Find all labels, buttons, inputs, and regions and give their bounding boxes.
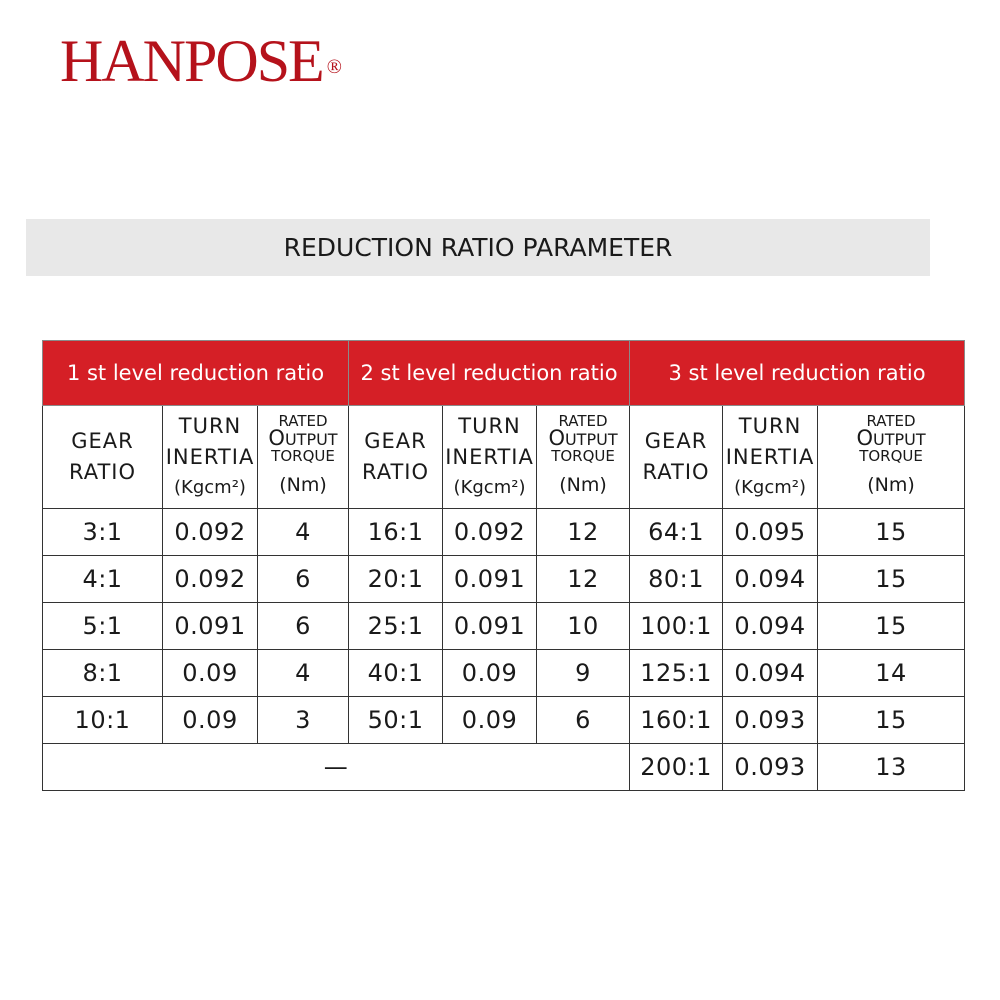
gear-header-line1: GEAR <box>71 429 134 453</box>
rated-header-line2: OUTPUT <box>268 426 338 450</box>
torque-cell: 4 <box>258 650 349 697</box>
inertia-cell: 0.092 <box>163 509 258 556</box>
rated-output-torque-header <box>537 406 630 509</box>
turn-header-unit: (Kgcm²) <box>734 477 806 498</box>
gear-ratio-cell: 64:1 <box>630 509 723 556</box>
gear-ratio-cell: 10:1 <box>43 697 163 744</box>
rated-header-line3: TORQUE <box>859 447 923 465</box>
torque-cell: 15 <box>818 556 965 603</box>
gear-ratio-cell: 25:1 <box>349 603 443 650</box>
rated-header-line2: OUTPUT <box>856 426 926 450</box>
torque-cell: 9 <box>537 650 630 697</box>
inertia-cell: 0.094 <box>723 556 818 603</box>
torque-cell: 6 <box>258 556 349 603</box>
rated-header-line2: OUTPUT <box>548 426 618 450</box>
table-row <box>43 697 965 744</box>
inertia-cell: 0.09 <box>163 697 258 744</box>
turn-header-unit: (Kgcm²) <box>453 477 526 498</box>
torque-cell: 4 <box>258 509 349 556</box>
torque-cell: 6 <box>537 697 630 744</box>
reduction-ratio-table <box>42 340 965 791</box>
rated-header-line1: RATED <box>278 412 328 430</box>
not-applicable-cell: — <box>43 744 630 791</box>
turn-header-unit: (Kgcm²) <box>174 477 246 498</box>
rated-header-line1: RATED <box>866 412 916 430</box>
torque-cell: 12 <box>537 556 630 603</box>
brand-logo <box>60 26 342 96</box>
gear-header-line1: GEAR <box>644 429 708 453</box>
inertia-cell: 0.094 <box>723 650 818 697</box>
gear-ratio-header <box>630 406 723 509</box>
torque-cell: 6 <box>258 603 349 650</box>
torque-cell: 12 <box>537 509 630 556</box>
level-1-header: 1 st level reduction ratio <box>43 341 349 406</box>
inertia-cell: 0.094 <box>723 603 818 650</box>
level-3-header: 3 st level reduction ratio <box>630 341 965 406</box>
gear-ratio-cell: 50:1 <box>349 697 443 744</box>
rated-header-unit: (Nm) <box>559 474 607 496</box>
torque-cell: 15 <box>818 697 965 744</box>
table-row <box>43 509 965 556</box>
gear-ratio-cell: 160:1 <box>630 697 723 744</box>
gear-ratio-cell: 20:1 <box>349 556 443 603</box>
gear-header-line1: GEAR <box>364 429 427 453</box>
inertia-cell: 0.092 <box>163 556 258 603</box>
title-band <box>26 219 930 276</box>
gear-ratio-cell: 16:1 <box>349 509 443 556</box>
registered-mark: ® <box>326 56 342 78</box>
torque-cell: 15 <box>818 509 965 556</box>
inertia-cell: 0.092 <box>443 509 537 556</box>
rated-header-line3: TORQUE <box>551 447 615 465</box>
rated-output-torque-header <box>818 406 965 509</box>
gear-ratio-cell: 200:1 <box>630 744 723 791</box>
inertia-cell: 0.093 <box>723 744 818 791</box>
torque-cell: 10 <box>537 603 630 650</box>
turn-header-line2: INERTIA <box>445 445 534 469</box>
rated-header-line3: TORQUE <box>271 447 335 465</box>
rated-header-unit: (Nm) <box>867 474 915 496</box>
turn-inertia-header <box>723 406 818 509</box>
turn-header-line1: TURN <box>458 414 521 438</box>
table-row-last <box>43 744 965 791</box>
gear-ratio-cell: 100:1 <box>630 603 723 650</box>
level-2-header: 2 st level reduction ratio <box>349 341 630 406</box>
gear-ratio-header <box>349 406 443 509</box>
rated-header-unit: (Nm) <box>279 474 327 496</box>
turn-inertia-header <box>443 406 537 509</box>
column-header-row <box>43 406 965 509</box>
gear-ratio-cell: 5:1 <box>43 603 163 650</box>
gear-header-line2: RATIO <box>68 460 137 484</box>
torque-cell: 14 <box>818 650 965 697</box>
table-row <box>43 650 965 697</box>
rated-output-torque-header <box>258 406 349 509</box>
page-title: REDUCTION RATIO PARAMETER <box>283 233 673 262</box>
table-row <box>43 603 965 650</box>
turn-header-line2: INERTIA <box>725 445 815 469</box>
turn-header-line1: TURN <box>178 414 242 438</box>
inertia-cell: 0.091 <box>443 603 537 650</box>
gear-header-line2: RATIO <box>642 460 710 484</box>
gear-ratio-cell: 3:1 <box>43 509 163 556</box>
inertia-cell: 0.09 <box>443 650 537 697</box>
level-header-row <box>43 341 965 406</box>
inertia-cell: 0.09 <box>443 697 537 744</box>
inertia-cell: 0.093 <box>723 697 818 744</box>
inertia-cell: 0.095 <box>723 509 818 556</box>
gear-ratio-cell: 125:1 <box>630 650 723 697</box>
inertia-cell: 0.09 <box>163 650 258 697</box>
torque-cell: 15 <box>818 603 965 650</box>
turn-inertia-header <box>163 406 258 509</box>
gear-header-line2: RATIO <box>362 460 430 484</box>
turn-header-line2: INERTIA <box>165 445 255 469</box>
table-row <box>43 556 965 603</box>
gear-ratio-cell: 40:1 <box>349 650 443 697</box>
gear-ratio-cell: 4:1 <box>43 556 163 603</box>
gear-ratio-header <box>43 406 163 509</box>
torque-cell: 3 <box>258 697 349 744</box>
turn-header-line1: TURN <box>738 414 802 438</box>
brand-name: HANPOSE <box>60 28 323 94</box>
gear-ratio-cell: 8:1 <box>43 650 163 697</box>
torque-cell: 13 <box>818 744 965 791</box>
inertia-cell: 0.091 <box>163 603 258 650</box>
gear-ratio-cell: 80:1 <box>630 556 723 603</box>
rated-header-line1: RATED <box>558 412 608 430</box>
inertia-cell: 0.091 <box>443 556 537 603</box>
